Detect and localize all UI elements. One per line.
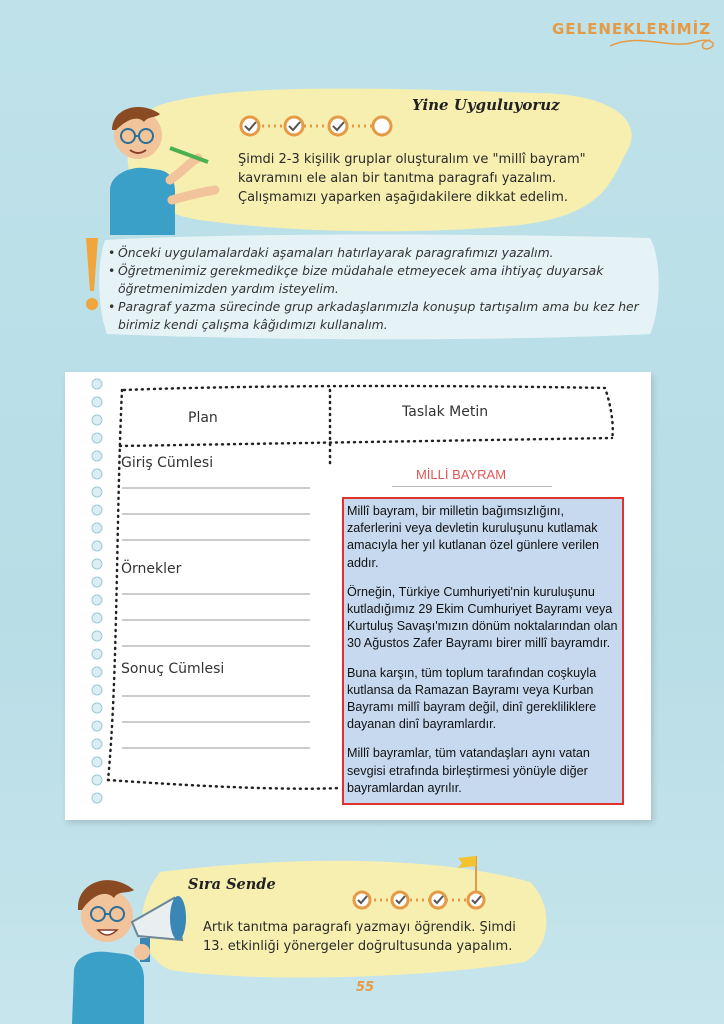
rule-item: • Önceki uygulamalardaki aşamaları hatırlayarak paragrafımızı yazalım. <box>108 244 658 262</box>
progress-steps-icon <box>238 114 398 138</box>
section-title-header: GELENEKLERİMİZ <box>552 20 712 38</box>
page-number: 55 <box>355 980 375 995</box>
turn-title: Sıra Sende <box>188 876 276 893</box>
plan-column-header: Plan <box>188 410 218 426</box>
rules-list <box>108 244 658 334</box>
draft-title: MİLLİ BAYRAM <box>415 467 507 482</box>
exclamation-icon <box>80 236 104 316</box>
draft-title-underline <box>392 486 552 487</box>
draft-paragraph: Millî bayram, bir milletin bağımsızlığını, zaferlerini veya devletin kuruluşunu kutlamak amacıyla her yıl kutlanan özel günlere verilen addır. <box>347 504 600 570</box>
activity-title: Yine Uyguluyoruz <box>412 96 560 114</box>
activity-intro: Şimdi 2-3 kişilik gruplar oluşturalım ve "millî bayram" kavramını ele alan bir tanıtma paragrafı yazalım. Çalışmamızı yaparken aşağıdakilere dikkat edelim. <box>238 152 586 205</box>
draft-column-header: Taslak Metin <box>402 404 489 420</box>
draft-paragraph: Örneğin, Türkiye Cumhuriyeti'nin kuruluşunu kutladığımız 29 Ekim Cumhuriyet Bayramı veya Kurtuluş Savaşı'mızın dönüm noktalarından olan 30 Ağustos Zafer Bayramı birer millî bayramdır. <box>347 584 618 651</box>
turn-text: Artık tanıtma paragrafı yazmayı öğrendik. Şimdi 13. etkinliği yönergeler doğrultusunda yapalım. <box>203 920 516 954</box>
progress-flag-icon <box>350 852 490 912</box>
draft-text-box <box>342 497 624 805</box>
row-label-examples: Örnekler <box>121 561 182 577</box>
draft-paragraph: Millî bayramlar, tüm vatandaşları aynı vatan sevgisi etrafında birleştirmesi yönüyle diğer bayramlardan ayrılır. <box>347 746 590 795</box>
rule-item: • Öğretmenimiz gerekmedikçe bize müdahale etmeyecek ama ihtiyaç duyarsak öğretmenimizden yardım isteyelim. <box>108 262 658 298</box>
header-swirl-decoration <box>610 24 720 54</box>
boy-with-megaphone-illustration <box>62 860 192 1024</box>
draft-paragraph: Buna karşın, tüm toplum tarafından coşkuyla kutlansa da Ramazan Bayramı veya Kurban Bayramı millî bayram değil, dinî gerekliliklere dayanan dinî bayramlardır. <box>347 665 597 732</box>
row-label-conclusion: Sonuç Cümlesi <box>121 661 225 677</box>
rule-item: • Paragraf yazma sürecinde grup arkadaşlarımızla konuşup tartışalım ama bu kez her birimiz kendi çalışma kâğıdımızı kullanalım. <box>108 298 658 334</box>
boy-with-pencil-illustration <box>90 100 230 235</box>
row-label-intro: Giriş Cümlesi <box>121 455 214 471</box>
